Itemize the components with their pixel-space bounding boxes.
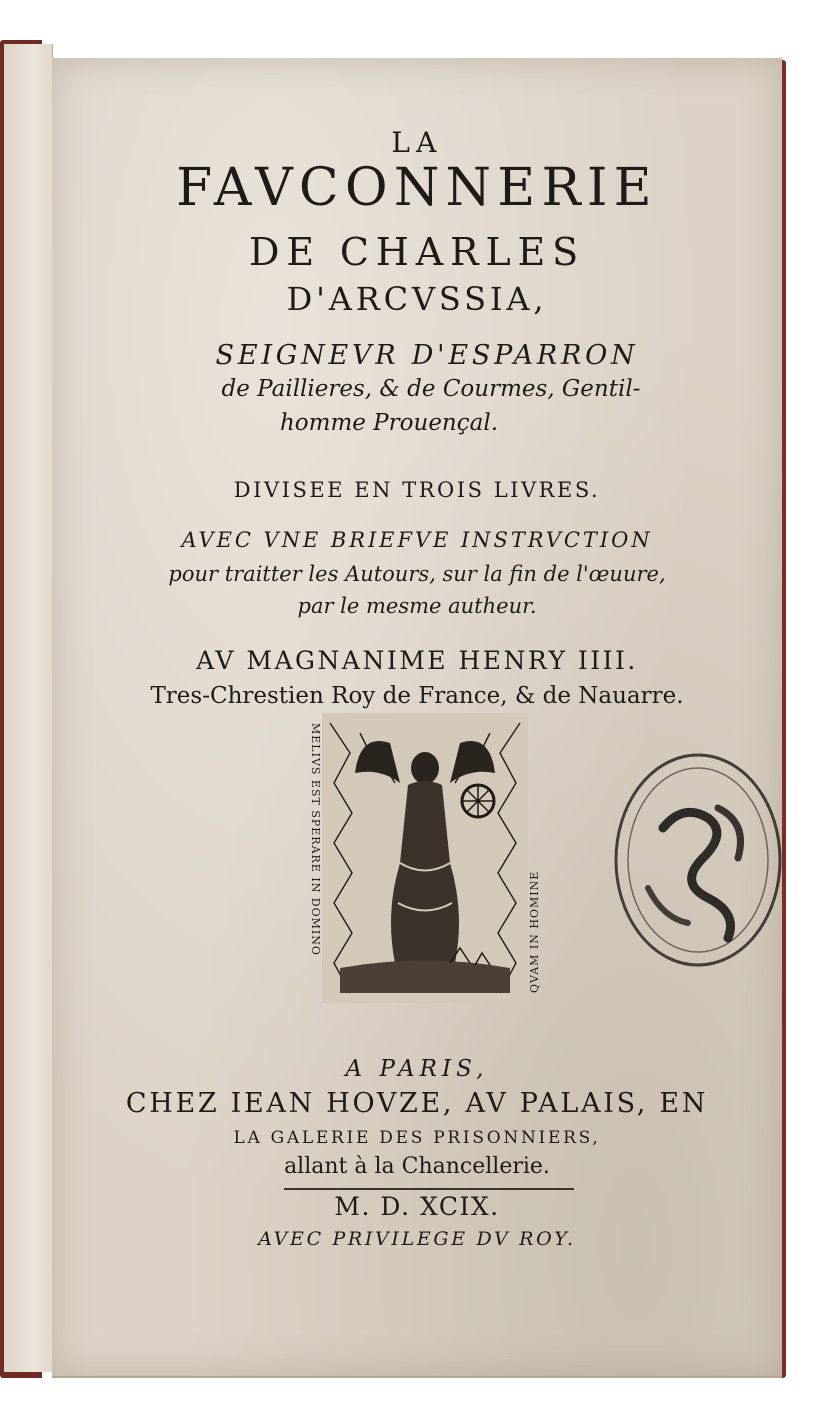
imprint-printer: CHEZ IEAN HOVZE, AV PALAIS, EN: [125, 1088, 709, 1119]
divisions-line: DIVISEE EN TROIS LIVRES.: [233, 478, 601, 502]
author-origin-line: homme Prouençal.: [279, 410, 499, 436]
left-flyleaf: [4, 44, 53, 1372]
book: [0, 30, 790, 1375]
printers-device-woodcut: [300, 713, 550, 1003]
instruction-line: AVEC VNE BRIEFVE INSTRVCTION: [181, 528, 653, 552]
imprint-location: allant à la Chancellerie.: [284, 1154, 550, 1179]
imprint-year: M. D. XCIX.: [334, 1192, 500, 1221]
dedication-detail-line: Tres-Chrestien Roy de France, & de Nauarre.: [150, 683, 684, 709]
title-la: LA: [391, 126, 443, 159]
woodcut-right-motto: QVAM IN HOMINE: [528, 870, 541, 993]
same-author-line: par le mesme autheur.: [297, 594, 537, 618]
royal-privilege-line: AVEC PRIVILEGE DV ROY.: [258, 1228, 576, 1250]
instruction-detail-line: pour traitter les Autours, sur la fin de l'œuure,: [168, 562, 666, 586]
author-title-line: SEIGNEVR D'ESPARRON: [215, 340, 639, 371]
author-lands-line: de Paillieres, & de Courmes, Gentil-: [221, 376, 641, 402]
imprint-city: A PARIS,: [345, 1056, 489, 1082]
imprint-rule: [284, 1188, 574, 1190]
imprint-gallery: LA GALERIE DES PRISONNIERS,: [233, 1128, 601, 1148]
dedication-line: AV MAGNANIME HENRY IIII.: [196, 646, 638, 675]
title-de-charles: DE CHARLES: [249, 230, 585, 274]
title-page: [52, 58, 782, 1378]
woodcut-left-motto: MELIVS EST SPERARE IN DOMINO: [309, 723, 322, 956]
library-stamp: [608, 748, 788, 978]
title-author: D'ARCVSSIA,: [286, 280, 548, 318]
title-main: FAVCONNERIE: [176, 158, 658, 218]
